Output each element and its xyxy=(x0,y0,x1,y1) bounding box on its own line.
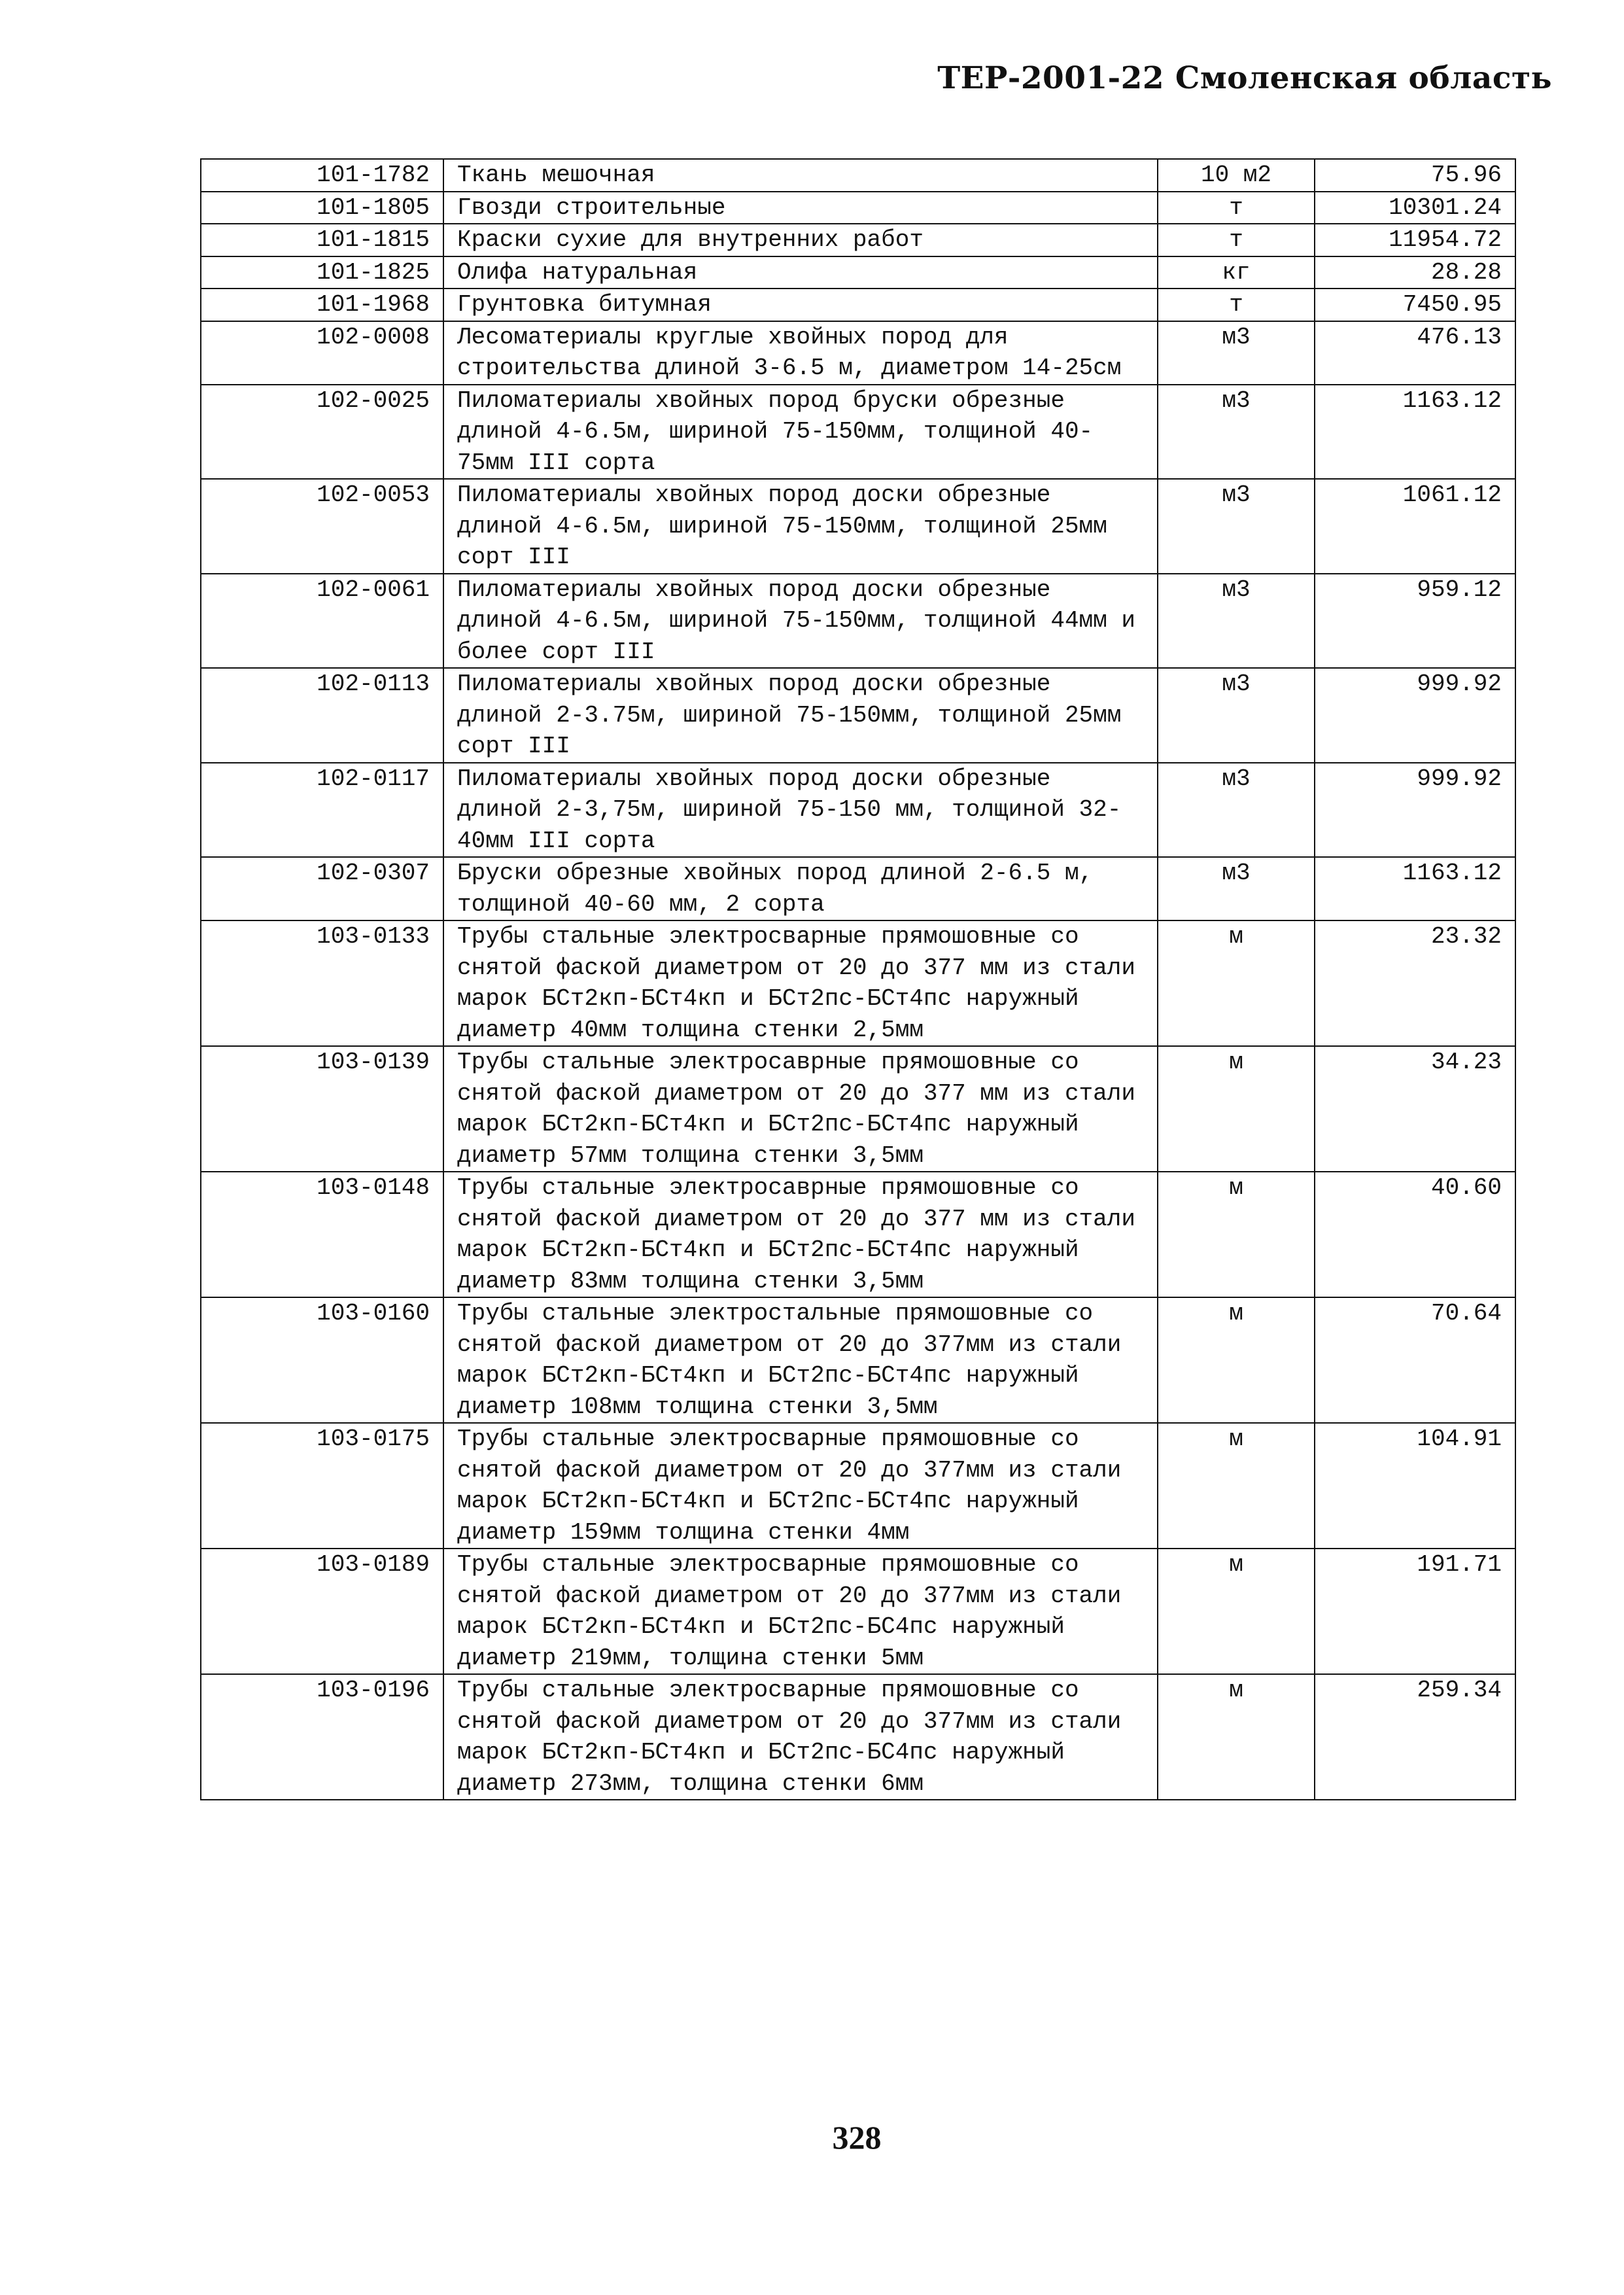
resource-name-cell: Пиломатериалы хвойных пород бруски обрезные длиной 4-6.5м, шириной 75-150мм, толщиной 40-75мм III сорта xyxy=(443,385,1158,480)
table-row xyxy=(201,574,1515,669)
price-cell: 10301.24 xyxy=(1315,192,1515,224)
table-row xyxy=(201,1423,1515,1549)
table-row xyxy=(201,1549,1515,1674)
table-row xyxy=(201,385,1515,480)
resource-code-cell: 102-0053 xyxy=(201,479,443,574)
unit-cell: м3 xyxy=(1158,668,1315,763)
unit-cell: м3 xyxy=(1158,321,1315,385)
resource-price-table xyxy=(200,158,1516,1800)
price-cell: 1061.12 xyxy=(1315,479,1515,574)
resource-name-cell: Трубы стальные электростальные прямошовные со снятой фаской диаметром от 20 до 377мм из стали марок БСт2кп-БСт4кп и БСт2пс-БСт4пс наружный диаметр 108мм толщина стенки 3,5мм xyxy=(443,1297,1158,1423)
resource-name-cell: Трубы стальные электросварные прямошовные со снятой фаской диаметром от 20 до 377мм из стали марок БСт2кп-БСт4кп и БСт2пс-БС4пс наружный диаметр 273мм, толщина стенки 6мм xyxy=(443,1674,1158,1800)
price-cell: 191.71 xyxy=(1315,1549,1515,1674)
price-cell: 476.13 xyxy=(1315,321,1515,385)
table-row xyxy=(201,289,1515,321)
table-row xyxy=(201,1172,1515,1297)
price-cell: 75.96 xyxy=(1315,159,1515,192)
price-cell: 104.91 xyxy=(1315,1423,1515,1549)
resource-table-body xyxy=(201,159,1515,1800)
unit-cell: 10 м2 xyxy=(1158,159,1315,192)
resource-code-cell: 101-1825 xyxy=(201,256,443,289)
unit-cell: м xyxy=(1158,1046,1315,1172)
price-cell: 11954.72 xyxy=(1315,224,1515,256)
resource-name-cell: Ткань мешочная xyxy=(443,159,1158,192)
unit-cell: т xyxy=(1158,289,1315,321)
price-cell: 70.64 xyxy=(1315,1297,1515,1423)
resource-name-cell: Олифа натуральная xyxy=(443,256,1158,289)
resource-name-cell: Пиломатериалы хвойных пород доски обрезные длиной 4-6.5м, шириной 75-150мм, толщиной 44мм и более сорт III xyxy=(443,574,1158,669)
price-cell: 1163.12 xyxy=(1315,385,1515,480)
resource-name-cell: Бруски обрезные хвойных пород длиной 2-6.5 м, толщиной 40-60 мм, 2 сорта xyxy=(443,857,1158,920)
resource-code-cell: 101-1968 xyxy=(201,289,443,321)
price-cell: 34.23 xyxy=(1315,1046,1515,1172)
resource-code-cell: 103-0133 xyxy=(201,920,443,1046)
unit-cell: кг xyxy=(1158,256,1315,289)
unit-cell: м xyxy=(1158,1674,1315,1800)
resource-code-cell: 103-0196 xyxy=(201,1674,443,1800)
price-cell: 28.28 xyxy=(1315,256,1515,289)
resource-name-cell: Трубы стальные электросварные прямошовные со снятой фаской диаметром от 20 до 377 мм из стали марок БСт2кп-БСт4кп и БСт2пс-БСт4пс наружный диаметр 40мм толщина стенки 2,5мм xyxy=(443,920,1158,1046)
resource-name-cell: Краски сухие для внутренних работ xyxy=(443,224,1158,256)
resource-code-cell: 102-0113 xyxy=(201,668,443,763)
unit-cell: м3 xyxy=(1158,479,1315,574)
table-row xyxy=(201,920,1515,1046)
unit-cell: м xyxy=(1158,1549,1315,1674)
table-row xyxy=(201,192,1515,224)
table-row xyxy=(201,1046,1515,1172)
resource-code-cell: 103-0175 xyxy=(201,1423,443,1549)
resource-name-cell: Грунтовка битумная xyxy=(443,289,1158,321)
unit-cell: м3 xyxy=(1158,385,1315,480)
resource-name-cell: Трубы стальные электросаврные прямошовные со снятой фаской диаметром от 20 до 377 мм из стали марок БСт2кп-БСт4кп и БСт2пс-БСт4пс наружный диаметр 83мм толщина стенки 3,5мм xyxy=(443,1172,1158,1297)
unit-cell: м3 xyxy=(1158,763,1315,858)
resource-code-cell: 103-0160 xyxy=(201,1297,443,1423)
resource-code-cell: 101-1815 xyxy=(201,224,443,256)
resource-name-cell: Трубы стальные электросаврные прямошовные со снятой фаской диаметром от 20 до 377 мм из стали марок БСт2кп-БСт4кп и БСт2пс-БСт4пс наружный диаметр 57мм толщина стенки 3,5мм xyxy=(443,1046,1158,1172)
resource-name-cell: Гвозди строительные xyxy=(443,192,1158,224)
unit-cell: м xyxy=(1158,1423,1315,1549)
resource-code-cell: 101-1782 xyxy=(201,159,443,192)
table-row xyxy=(201,159,1515,192)
table-row xyxy=(201,763,1515,858)
price-cell: 23.32 xyxy=(1315,920,1515,1046)
unit-cell: м xyxy=(1158,1172,1315,1297)
table-row xyxy=(201,668,1515,763)
price-cell: 999.92 xyxy=(1315,763,1515,858)
table-row xyxy=(201,857,1515,920)
resource-code-cell: 103-0189 xyxy=(201,1549,443,1674)
resource-code-cell: 102-0008 xyxy=(201,321,443,385)
price-cell: 40.60 xyxy=(1315,1172,1515,1297)
page-header-title: ТЕР-2001-22 Смоленская область xyxy=(937,60,1552,96)
resource-name-cell: Трубы стальные электросварные прямошовные со снятой фаской диаметром от 20 до 377мм из стали марок БСт2кп-БСт4кп и БСт2пс-БСт4пс наружный диаметр 159мм толщина стенки 4мм xyxy=(443,1423,1158,1549)
resource-name-cell: Лесоматериалы круглые хвойных пород для строительства длиной 3-6.5 м, диаметром 14-25см xyxy=(443,321,1158,385)
table-row xyxy=(201,1674,1515,1800)
page-number: 328 xyxy=(832,2119,882,2156)
price-cell: 259.34 xyxy=(1315,1674,1515,1800)
table-row xyxy=(201,256,1515,289)
resource-code-cell: 102-0025 xyxy=(201,385,443,480)
unit-cell: м3 xyxy=(1158,857,1315,920)
unit-cell: т xyxy=(1158,224,1315,256)
resource-name-cell: Пиломатериалы хвойных пород доски обрезные длиной 2-3.75м, шириной 75-150мм, толщиной 25мм сорт III xyxy=(443,668,1158,763)
unit-cell: м3 xyxy=(1158,574,1315,669)
resource-name-cell: Пиломатериалы хвойных пород доски обрезные длиной 4-6.5м, шириной 75-150мм, толщиной 25мм сорт III xyxy=(443,479,1158,574)
resource-code-cell: 103-0148 xyxy=(201,1172,443,1297)
unit-cell: м xyxy=(1158,1297,1315,1423)
resource-name-cell: Пиломатериалы хвойных пород доски обрезные длиной 2-3,75м, шириной 75-150 мм, толщиной 32-40мм III сорта xyxy=(443,763,1158,858)
resource-code-cell: 103-0139 xyxy=(201,1046,443,1172)
table-row xyxy=(201,321,1515,385)
unit-cell: т xyxy=(1158,192,1315,224)
unit-cell: м xyxy=(1158,920,1315,1046)
resource-name-cell: Трубы стальные электросварные прямошовные со снятой фаской диаметром от 20 до 377мм из стали марок БСт2кп-БСт4кп и БСт2пс-БС4пс наружный диаметр 219мм, толщина стенки 5мм xyxy=(443,1549,1158,1674)
price-cell: 999.92 xyxy=(1315,668,1515,763)
table-row xyxy=(201,1297,1515,1423)
price-cell: 959.12 xyxy=(1315,574,1515,669)
price-cell: 1163.12 xyxy=(1315,857,1515,920)
resource-code-cell: 102-0117 xyxy=(201,763,443,858)
table-row xyxy=(201,224,1515,256)
price-cell: 7450.95 xyxy=(1315,289,1515,321)
resource-code-cell: 102-0307 xyxy=(201,857,443,920)
resource-code-cell: 102-0061 xyxy=(201,574,443,669)
table-row xyxy=(201,479,1515,574)
resource-code-cell: 101-1805 xyxy=(201,192,443,224)
